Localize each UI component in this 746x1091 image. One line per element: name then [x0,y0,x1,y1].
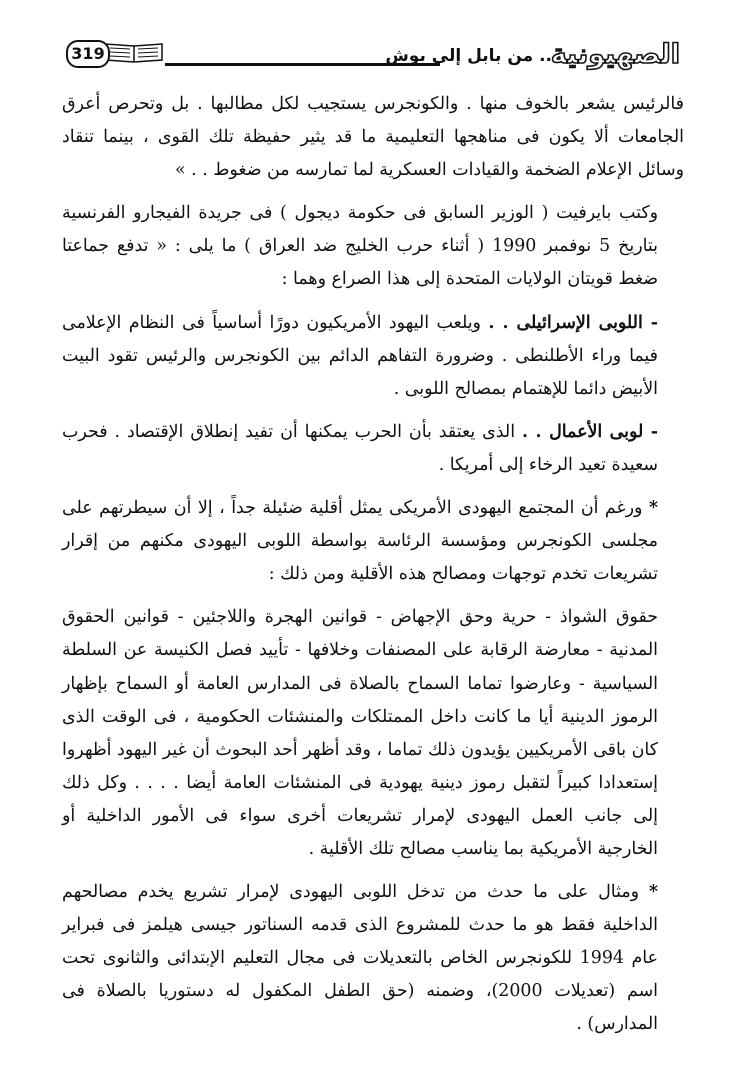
header-rule [165,63,440,66]
page-number: 319 [66,40,110,68]
paragraph: وكتب بايرفيت ( الوزير السابق فى حكومة ديجول ) فى جريدة الفيجارو الفرنسية بتاريخ 5 نوفمبر 1990 ( أثناء حرب الخليج ضد العراق ) ما يلى : « تدفع جماعتا ضغط قويتان الولايات المتحدة إلى هذا الصراع وهما : [62,203,658,290]
paragraph: * ورغم أن المجتمع اليهودى الأمريكى يمثل أقلية ضئيلة جداً ، إلا أن سيطرتهم على مجلسى الكونجرس ومؤسسة الرئاسة بواسطة اللوبى اليهودى مكنهم من إقرار تشريعات تخدم توجهات ومصالح هذه الأقلية ومن ذلك : [62,498,658,585]
open-book-icon [104,40,164,64]
paragraph: - اللوبى الإسرائيلى . . ويلعب اليهود الأمريكيون دورًا أساسياً فى النظام الإعلامى فيما وراء الأطلنطى . وضرورة التفاهم الدائم بين الكونجرس والرئيس تقود البيت الأبيض دائما للإهتمام بمصالح اللوبى . [62,312,658,399]
paragraph: * ومثال على ما حدث من تدخل اللوبى اليهودى لإمرار تشريع يخدم مصالحهم الداخلية فقط هو ما حدث للمشروع الذى قدمه السناتور جيسى هيلمز فى فبراير عام 1994 للكونجرس الخاص بالتعديلات فى مجال التعليم الإبتدائى والثانوى تحت اسم (تعديلات 2000)، وضمنه (حق الطفل المكفول له دستوريا بالصلاة فى المدارس) . [62,882,658,1035]
paragraph: فالرئيس يشعر بالخوف منها . والكونجرس يستجيب لكل مطالبها . بل وتحرص أعرق الجامعات ألا يكون فى مناهجها التعليمية ما قد يثير حفيظة تلك القوى ، بينما تنقاد وسائل الإعلام الضخمة والقيادات العسكرية لما تمارسه من ضغوط . . » [62,94,684,181]
paragraph: - لوبى الأعمال . . الذى يعتقد بأن الحرب يمكنها أن تفيد إنطلاق الإقتصاد . فحرب سعيدة تعيد الرخاء إلى أمريكا . [62,421,658,475]
bullet-star: * [648,498,658,519]
bullet-star: * [648,882,658,903]
running-title: الصهيونية [550,39,680,70]
page-body [62,88,684,1052]
running-subtitle: .. من بابل إلى بوش [385,46,552,66]
paragraph-lead: - لوبى الأعمال . . [522,421,658,442]
paragraph-lead: - اللوبى الإسرائيلى . . [488,312,658,333]
paragraph: حقوق الشواذ - حرية وحق الإجهاض - قوانين الهجرة واللاجئين - قوانين الحقوق المدنية - معارضة الرقابة على المصنفات وخلافها - تأييد فصل الكنيسة عن السلطة السياسية - وعارضوا تماما السماح بالصلاة فى المدارس العامة أو السماح بإظهار الرموز الدينية أيا ما كانت داخل الممتلكات والمنشئات الحكومية ، فى الوقت الذى كان باقى الأمريكيين يؤيدون ذلك تماما ، وقد أظهر أحد البحوث أن غير اليهود أظهروا إستعدادا كبيراً لتقبل رموز دينية يهودية فى المنشئات العامة أيضا . . . . وكل ذلك إلى جانب العمل اليهودى لإمرار تشريعات أخرى سواء فى الأمور الداخلية أو الخارجية الأمريكية بما يناسب مصالح تلك الأقلية . [62,607,658,859]
page-header [60,36,680,76]
